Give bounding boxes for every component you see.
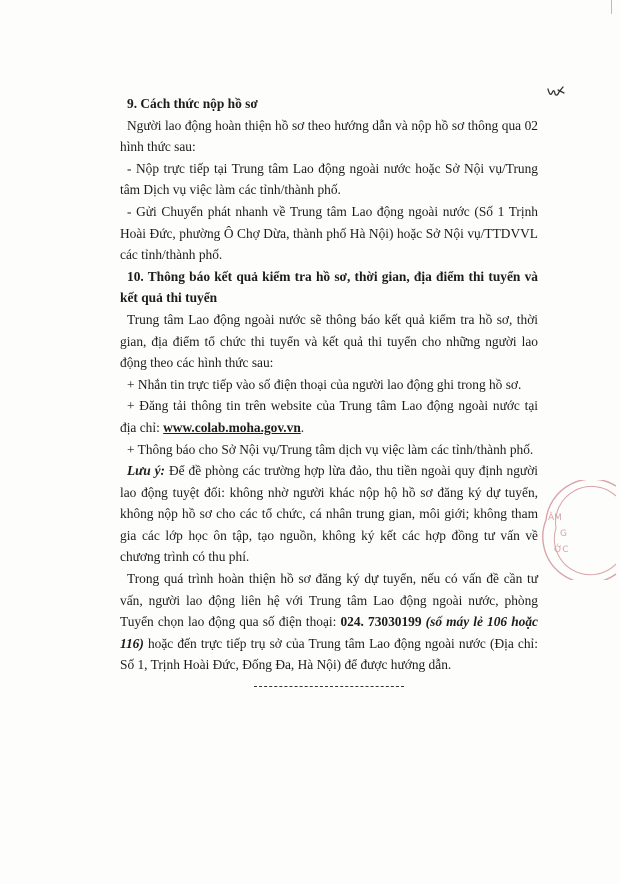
section-10-item-3: + Thông báo cho Sở Nội vụ/Trung tâm dịch vụ việc làm các tỉnh/thành phố. [127, 441, 534, 457]
phone-extension: (số máy lẻ 106 hoặc 116) [120, 614, 538, 651]
closing-paragraph [120, 568, 538, 676]
svg-text:G: G [560, 529, 567, 539]
section-9-heading: 9. Cách thức nộp hồ sơ [127, 96, 258, 111]
section-10-heading: 10. Thông báo kết quả kiểm tra hồ sơ, thời gian, địa điểm thi tuyển và kết quả thi tuyển [120, 268, 538, 306]
document-body [120, 93, 538, 687]
note-label: Lưu ý: [127, 463, 165, 479]
svg-text:ÂM: ÂM [548, 513, 562, 523]
handwritten-mark-icon [546, 84, 566, 100]
section-10-item-2 [120, 395, 538, 438]
note-paragraph [120, 460, 538, 568]
section-9-item-2: - Gửi Chuyển phát nhanh về Trung tâm Lao động ngoài nước (Số 1 Trịnh Hoài Đức, phường Ô Chợ Dừa, thành phố Hà Nội) hoặc Sở Nội vụ/TTDVVL các tỉnh/thành phố. [120, 203, 538, 263]
section-9-item-1: - Nộp trực tiếp tại Trung tâm Lao động ngoài nước hoặc Sở Nội vụ/Trung tâm Dịch vụ việc làm các tỉnh/thành phố. [120, 160, 538, 198]
official-stamp-partial [538, 480, 618, 580]
section-10-item-1: + Nhắn tin trực tiếp vào số điện thoại của người lao động ghi trong hồ sơ. [127, 376, 522, 392]
section-10-item-2-suffix: . [300, 419, 305, 435]
section-9-intro: Người lao động hoàn thiện hồ sơ theo hướng dẫn và nộp hồ sơ thông qua 02 hình thức sau: [120, 117, 538, 155]
closing-text-1: Trong quá trình hoàn thiện hồ sơ đăng ký dự tuyển, nếu có vấn đề cần tư vấn, người lao động liên hệ với Trung tâm Lao động ngoài nước, phòng Tuyển chọn lao động qua số điện thoại: [120, 571, 538, 630]
section-10-intro: Trung tâm Lao động ngoài nước sẽ thông báo kết quả kiểm tra hồ sơ, thời gian, địa điểm tổ chức thi tuyển và kết quả thi tuyển cho những người lao động theo các hình thức sau: [120, 311, 538, 371]
section-10-item-2-text: + Đăng tải thông tin trên website của Trung tâm Lao động ngoài nước tại địa chỉ: [120, 398, 538, 435]
svg-text:ỚC: ỚC [554, 545, 569, 555]
note-text: Để đề phòng các trường hợp lừa đảo, thu tiền ngoài quy định người lao động tuyệt đối: không nhờ người khác nộp hộ hồ sơ đăng ký dự tuyển, không nộp hồ sơ cho các tổ chức, cá nhân trung gian, môi giới; không tham gia các lớp học ôn tập, tạo nguồn, không ký kết các hợp đồng tư vấn về chương trình có thu phí. [120, 463, 538, 565]
phone-number: 024. 73030199 [340, 614, 422, 630]
scan-edge-line [611, 0, 612, 14]
closing-text-2: hoặc đến trực tiếp trụ sở của Trung tâm Lao động ngoài nước (Địa chỉ: Số 1, Trịnh Hoài Đức, Đống Đa, Hà Nội) để được hướng dẫn. [120, 635, 538, 673]
end-divider [254, 686, 404, 687]
website-link[interactable]: www.colab.moha.gov.vn [163, 419, 301, 435]
